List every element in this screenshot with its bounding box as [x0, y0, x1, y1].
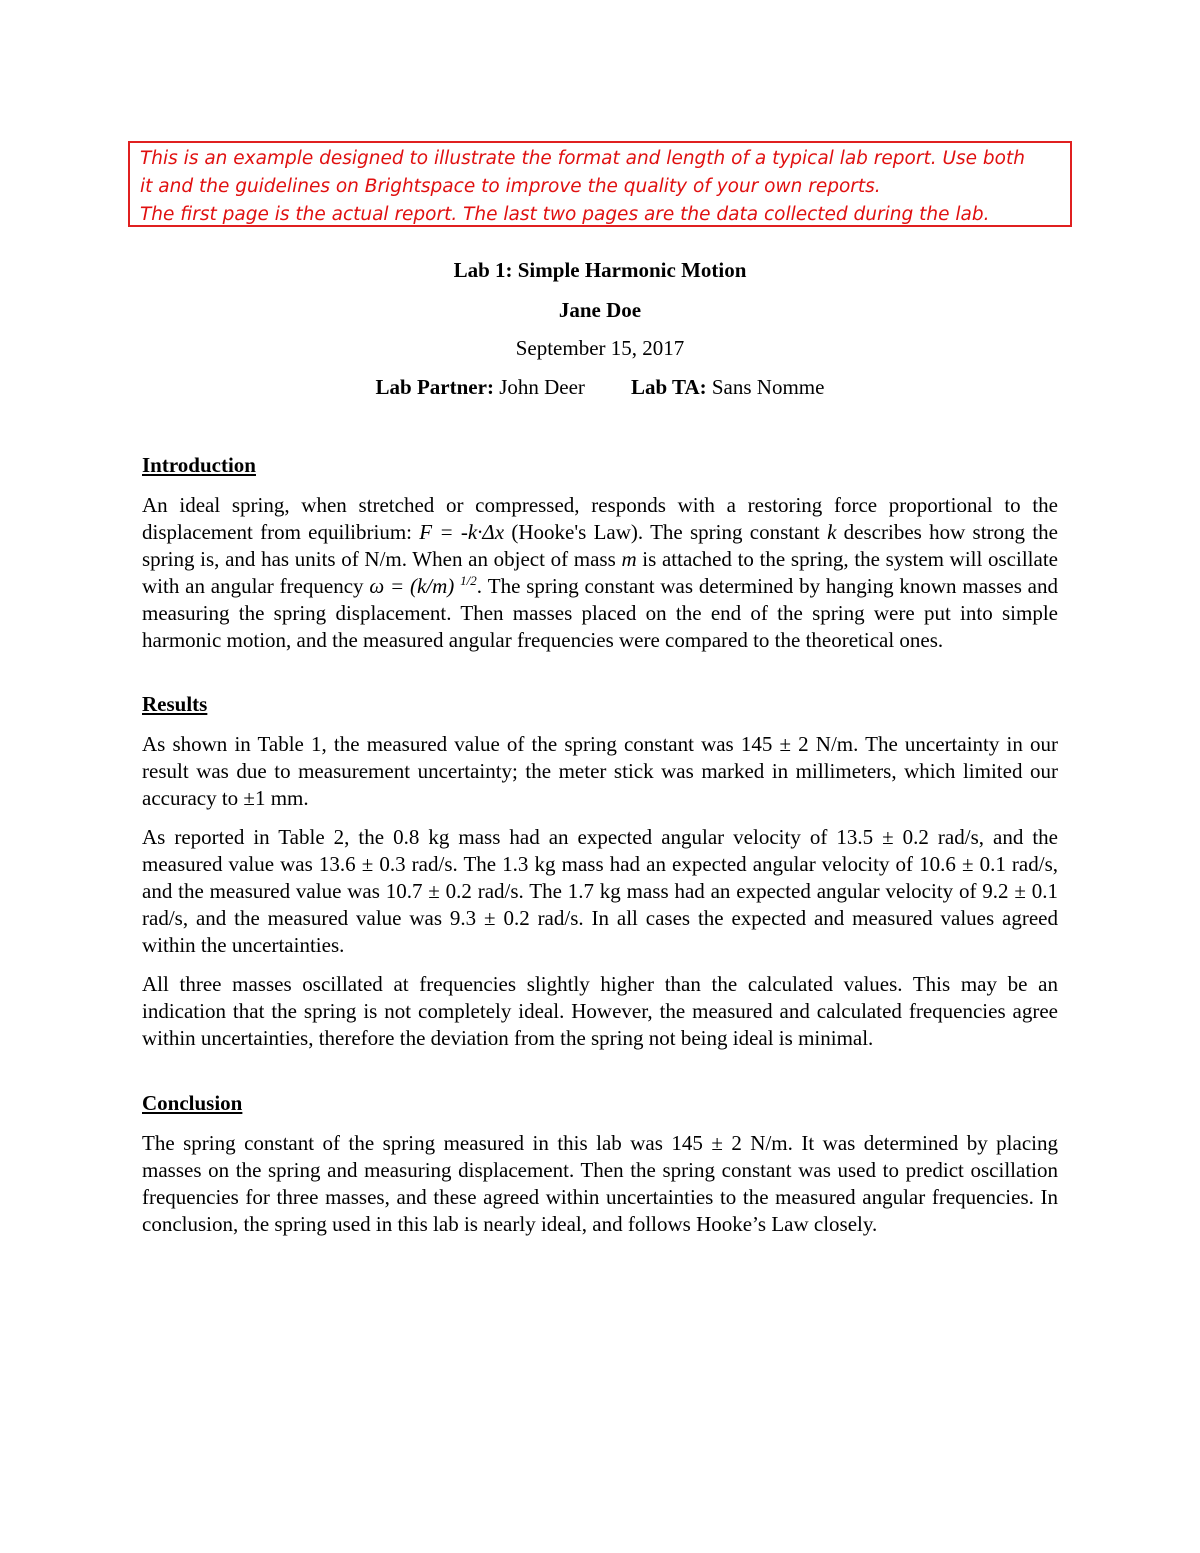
results-paragraph-3: All three masses oscillated at frequencies slightly higher than the calculated values. This may be an indication that the spring is not completely ideal. However, the measured and calculated frequencies agree within uncertainties, therefore the deviation from the spring not being ideal is minimal.	[142, 972, 1058, 1050]
results-heading: Results	[142, 692, 208, 716]
results-paragraph-1: As shown in Table 1, the measured value of the spring constant was 145 ± 2 N/m. The uncertainty in our result was due to measurement uncertainty; the meter stick was marked in millimeters, which limited our accuracy to ±1 mm.	[142, 732, 1058, 810]
introduction-paragraph: An ideal spring, when stretched or compressed, responds with a restoring force proportional to the displacement from equilibrium: F = -k·Δx (Hooke's Law). The spring constant k describes how strong the spring is, and has units of N/m. When an object of mass m is attached to the spring, the system will oscillate with an angular frequency ω = (k/m) $^{1/2}$. The spring constant was determined by hanging known masses and measuring the spring displacement. Then masses placed on the end of the spring were put into simple harmonic motion, and the measured angular frequencies were compared to the theoretical ones.	[142, 493, 1058, 652]
lab-partner-name: John Deer	[493, 375, 585, 399]
introduction-heading: Introduction	[142, 453, 256, 477]
results-paragraph-2: As reported in Table 2, the 0.8 kg mass had an expected angular velocity of 13.5 ± 0.2 rad/s, and the measured value was 13.6 ± 0.3 rad/s. The 1.3 kg mass had an expected angular velocity of 10.6 ± 0.1 rad/s, and the measured value was 10.7 ± 0.2 rad/s. The 1.7 kg mass had an expected angular velocity of 9.2 ± 0.1 rad/s, and the measured value was 9.3 ± 0.2 rad/s. In all cases the expected and measured values agreed within the uncertainties.	[142, 825, 1058, 957]
report-title: Lab 1: Simple Harmonic Motion	[453, 258, 747, 282]
hooke-formula: F = -k·Δx	[419, 520, 505, 544]
lab-ta-name: Sans Nomme	[706, 375, 825, 399]
spring-constant-var: k	[827, 520, 837, 544]
notice-line-2: it and the guidelines on Brightspace to improve the quality of your own reports.	[140, 176, 881, 197]
conclusion-paragraph: The spring constant of the spring measured in this lab was 145 ± 2 N/m. It was determined by placing masses on the spring and measuring displacement. Then the spring constant was used to predict oscillation frequencies for three masses, and these agreed within uncertainties to the measured angular frequencies. In conclusion, the spring used in this lab is nearly ideal, and follows Hooke’s Law closely.	[142, 1131, 1058, 1236]
notice-line-1: This is an example designed to illustrate the format and length of a typical lab report. Use both	[140, 148, 1025, 169]
lab-partner-label: Lab Partner:	[375, 375, 494, 399]
report-partners	[0, 375, 1200, 400]
report-author: Jane Doe	[558, 298, 642, 322]
conclusion-heading: Conclusion	[142, 1091, 243, 1115]
example-notice-box	[128, 141, 1072, 227]
report-date: September 15, 2017	[515, 336, 685, 360]
lab-ta-label: Lab TA:	[630, 375, 707, 399]
notice-line-3: The first page is the actual report. The last two pages are the data collected during the lab.	[140, 204, 990, 225]
mass-var: m	[621, 547, 637, 571]
omega-exponent: 1/2	[460, 573, 477, 588]
omega-formula: ω = (k/m)	[369, 574, 461, 598]
